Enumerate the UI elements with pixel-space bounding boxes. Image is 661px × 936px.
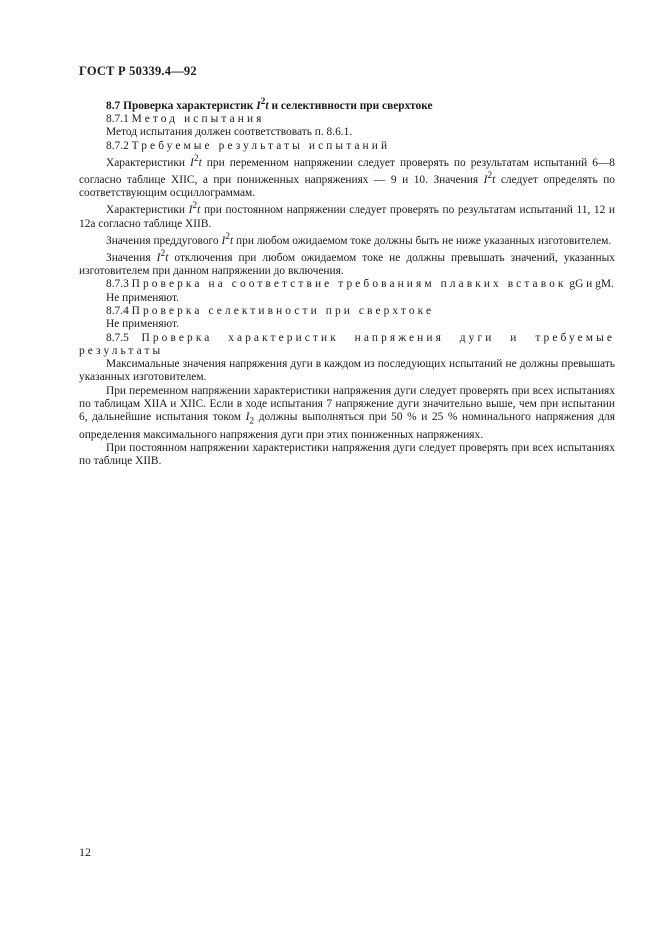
clause-title: Проверка на соответствие требованиям плавких вставок xyxy=(131,278,567,291)
clause-title-tail: gG и gM. xyxy=(569,278,614,291)
clause-title: Требуемые результаты испытаний xyxy=(131,139,391,152)
clause-title: Проверка селективности при сверхтоке xyxy=(131,304,435,317)
clause-871-text: Метод испытания должен соответствовать п. 8.6.1. xyxy=(106,126,353,139)
clause-875-para-dc: При постоянном напряжении характеристики напряжения дуги следует проверять при всех испытаниях по таблице XIIB. xyxy=(79,442,615,468)
clause-874-text: Не применяют. xyxy=(106,318,179,331)
clause-873-heading xyxy=(79,278,615,291)
clause-872-para-operating: Значения $I^2t$ отключения при любом ожидаемом токе не должны превышать значений, указанных изготовителем при данном напряжении до включения. xyxy=(79,248,615,278)
i2t-symbol: $I^2t$ xyxy=(483,171,496,186)
clause-number: 8.7.1 xyxy=(106,113,129,126)
section-title-a: Проверка характеристик xyxy=(123,99,254,112)
clause-title: Проверка характеристик напряжения дуги и требуемые результаты xyxy=(79,331,615,357)
section-number: 8.7 xyxy=(106,99,121,112)
section-title-b: и селективности при сверхтоке xyxy=(271,99,433,112)
clause-871-heading xyxy=(79,113,615,126)
i2-symbol: $I_2$ xyxy=(245,411,255,427)
clause-title: Метод испытания xyxy=(131,113,265,126)
clause-number: 8.7.5 xyxy=(106,331,129,344)
clause-872-para-ac: Характеристики $I^2t$ при переменном напряжении следует проверять по результатам испытаний 6—8 согласно таблице XIIC, а при пониженных напряжениях — 9 и 10. Значения $I^2t$ следует определять по соответствующим осциллограммам. xyxy=(79,153,615,200)
document-body xyxy=(79,96,615,469)
i2t-symbol: $I^2t$ xyxy=(156,248,169,264)
page-number: 12 xyxy=(79,845,91,859)
clause-number: 8.7.4 xyxy=(106,304,129,317)
i2t-symbol: $I^2t$ xyxy=(190,153,202,169)
clause-872-para-prearc: Значения преддугового $I^2t$ при любом ожидаемом токе должны быть не ниже указанных изготовителем. xyxy=(106,231,612,247)
clause-874-heading xyxy=(79,305,615,318)
clause-number: 8.7.3 xyxy=(106,278,129,291)
clause-875-heading xyxy=(79,332,615,359)
i2t-symbol: $I^2t$ xyxy=(256,97,269,112)
clause-873-text: Не применяют. xyxy=(106,291,179,304)
clause-875-para-max: Максимальные значения напряжения дуги в каждом из последующих испытаний не должны превышать указанных изготовителем. xyxy=(79,358,615,384)
clause-872-heading xyxy=(79,140,615,153)
i2t-symbol: $I^2t$ xyxy=(188,201,201,217)
clause-872-para-dc: Характеристики $I^2t$ при постоянном напряжении следует проверять по результатам испытаний 11, 12 и 12а согласно таблице XIIB. xyxy=(79,201,615,230)
standard-header: ГОСТ Р 50339.4—92 xyxy=(79,64,197,78)
section-heading xyxy=(79,96,615,113)
clause-number: 8.7.2 xyxy=(106,139,129,152)
i2t-symbol: $I^2t$ xyxy=(221,231,234,247)
clause-875-para-ac: При переменном напряжении характеристики напряжения дуги следует проверять при всех испытаниях по таблицам XIIA и XIIC. Если в ходе испытания 7 напряжение дуги значительно выше, чем при испытании 6, дальнейшие испытания током $I_2$ должны выполняться при 50 % и 25 % номинального напряжения для определения максимального напряжения дуги при этих пониженных напряжениях. xyxy=(79,384,615,441)
